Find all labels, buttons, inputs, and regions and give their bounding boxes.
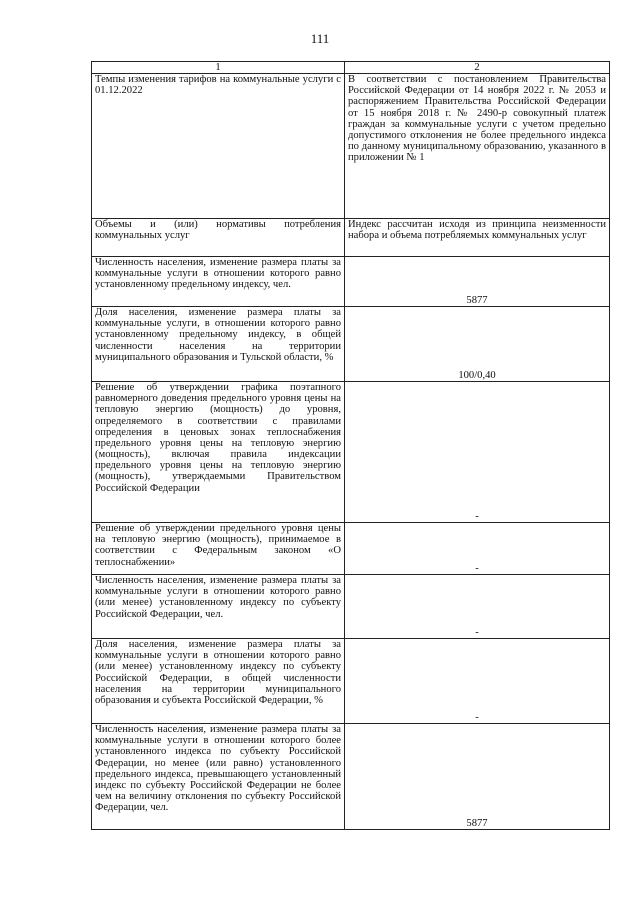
table-row bbox=[92, 523, 610, 575]
row-value: - bbox=[345, 639, 610, 724]
row-label: Численность населения, изменение размера платы за коммунальные услуги в отношении которого равно установленному предельному индексу, чел. bbox=[92, 257, 345, 307]
table-row bbox=[92, 257, 610, 307]
row-label: Доля населения, изменение размера платы за коммунальные услуги в отношении которого равно (или менее) установленному индексу по субъекту Российской Федерации, в общей численности населения на территории муниципального образования и субъекта Российской Федерации, % bbox=[92, 639, 345, 724]
table-row bbox=[92, 724, 610, 830]
table-row bbox=[92, 575, 610, 639]
column-header-2: 2 bbox=[345, 62, 610, 74]
row-label: Численность населения, изменение размера платы за коммунальные услуги в отношении которого равно (или менее) установленному индексу по субъекту Российской Федерации, чел. bbox=[92, 575, 345, 639]
row-label: Решение об утверждении предельного уровня цены на тепловую энергию (мощность), принимаемое в соответствии с Федеральным законом «О теплоснабжении» bbox=[92, 523, 345, 575]
table-header-row bbox=[92, 62, 610, 74]
table-row bbox=[92, 382, 610, 523]
table-row bbox=[92, 219, 610, 257]
table-row bbox=[92, 74, 610, 219]
row-value: - bbox=[345, 382, 610, 523]
page-number: 111 bbox=[310, 31, 330, 46]
row-label: Решение об утверждении графика поэтапного равномерного доведения предельного уровня цены на тепловую энергию (мощность) до уровня, определяемого в соответствии с правилами определения в ценовых зонах теплоснабжения предельного уровня цены на тепловую энергию (мощность), включая правила индексации предельного уровня цены на тепловую энергию (мощность), утверждаемыми Правительством Российской Федерации bbox=[92, 382, 345, 523]
row-label: Темпы изменения тарифов на коммунальные услуги с 01.12.2022 bbox=[92, 74, 345, 219]
table-row bbox=[92, 307, 610, 382]
row-value: - bbox=[345, 523, 610, 575]
tariff-table bbox=[91, 61, 610, 830]
row-value: В соответствии с постановлением Правительства Российской Федерации от 14 ноября 2022 г. № 2053 и распоряжением Правительства Российской Федерации от 15 ноября 2018 г. № 2490-р совокупный платеж граждан за коммунальные услуги с учетом предельно допустимого отклонения не более предельного индекса по данному муниципальному образованию, указанного в приложении № 1 bbox=[345, 74, 610, 219]
row-label: Численность населения, изменение размера платы за коммунальные услуги в отношении которого более установленного индекса по субъекту Российской Федерации, но менее (или равно) установленного предельного индекса, превышающего установленный индекс по субъекту Российской Федерации не более чем на величину отклонения по субъекту Российской Федерации, чел. bbox=[92, 724, 345, 830]
row-value: 5877 bbox=[345, 724, 610, 830]
row-label: Доля населения, изменение размера платы за коммунальные услуги, в отношении которого равно установленному предельному индексу, в общей численности населения на территории муниципального образования и Тульской области, % bbox=[92, 307, 345, 382]
row-value: 5877 bbox=[345, 257, 610, 307]
row-value: Индекс рассчитан исходя из принципа неизменности набора и объема потребляемых коммунальных услуг bbox=[345, 219, 610, 257]
row-label: Объемы и (или) нормативы потребления коммунальных услуг bbox=[92, 219, 345, 257]
table-row bbox=[92, 639, 610, 724]
row-value: - bbox=[345, 575, 610, 639]
column-header-1: 1 bbox=[92, 62, 345, 74]
row-value: 100/0,40 bbox=[345, 307, 610, 382]
